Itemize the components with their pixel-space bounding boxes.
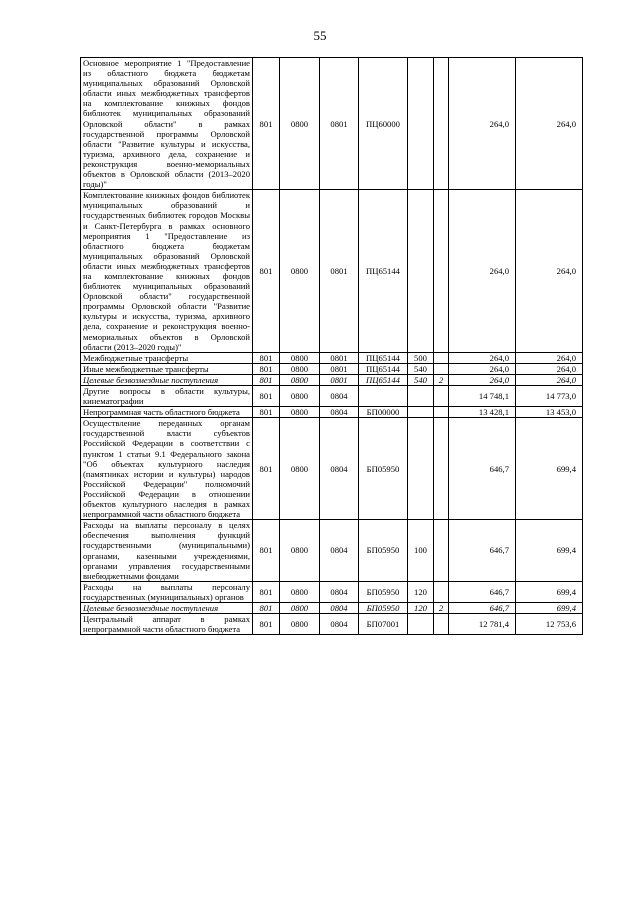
- cell-expense-type: 500: [408, 352, 434, 363]
- cell-expense-type: [408, 386, 434, 407]
- cell-section: 0800: [280, 520, 320, 582]
- cell-ved: 801: [253, 374, 280, 385]
- cell-expense-type: [408, 614, 434, 635]
- cell-section: 0800: [280, 190, 320, 353]
- cell-section: 0800: [280, 363, 320, 374]
- cell-ved: 801: [253, 581, 280, 602]
- cell-amount-1: 646,7: [449, 602, 516, 613]
- cell-amount-2: 699,4: [516, 602, 583, 613]
- table-body: [81, 58, 583, 635]
- cell-subsection: 0801: [320, 374, 359, 385]
- cell-source: [434, 58, 449, 190]
- cell-ved: 801: [253, 520, 280, 582]
- cell-target-article: ПЦ65144: [359, 190, 408, 353]
- cell-subsection: 0801: [320, 352, 359, 363]
- cell-section: 0800: [280, 374, 320, 385]
- cell-name: Центральный аппарат в рамках непрограммной части областного бюджета: [81, 614, 253, 635]
- cell-source: [434, 407, 449, 418]
- cell-subsection: 0804: [320, 418, 359, 520]
- cell-target-article: ПЦ65144: [359, 352, 408, 363]
- cell-ved: 801: [253, 190, 280, 353]
- cell-target-article: [359, 386, 408, 407]
- cell-amount-1: 14 748,1: [449, 386, 516, 407]
- cell-source: [434, 190, 449, 353]
- cell-amount-1: 264,0: [449, 374, 516, 385]
- cell-source: [434, 581, 449, 602]
- cell-source: [434, 352, 449, 363]
- cell-target-article: ПЦ60000: [359, 58, 408, 190]
- cell-name: Межбюджетные трансферты: [81, 352, 253, 363]
- cell-name: Иные межбюджетные трансферты: [81, 363, 253, 374]
- cell-ved: 801: [253, 418, 280, 520]
- cell-source: [434, 614, 449, 635]
- cell-subsection: 0801: [320, 363, 359, 374]
- cell-name: Целевые безвозмездные поступления: [81, 602, 253, 613]
- cell-amount-2: 14 773,0: [516, 386, 583, 407]
- cell-section: 0800: [280, 386, 320, 407]
- cell-target-article: БП00000: [359, 407, 408, 418]
- cell-section: 0800: [280, 418, 320, 520]
- table-row: [81, 363, 583, 374]
- cell-source: [434, 386, 449, 407]
- cell-name: Осуществление переданных органам государственной власти субъектов Российской Федерации в соответствии с пунктом 1 статьи 9.1 Федерального закона "Об объектах культурного наследия (памятниках истории и культуры) народов Российской Федерации" полномочий Российской Федерации в отношении объектов культурного наследия в рамках непрограммной части областного бюджета: [81, 418, 253, 520]
- cell-expense-type: [408, 407, 434, 418]
- table-row: [81, 581, 583, 602]
- cell-expense-type: 100: [408, 520, 434, 582]
- table-row: [81, 602, 583, 613]
- cell-amount-1: 264,0: [449, 363, 516, 374]
- cell-expense-type: 120: [408, 581, 434, 602]
- cell-subsection: 0804: [320, 614, 359, 635]
- cell-name: Комплектование книжных фондов библиотек муниципальных образований и государственных библиотек городов Москвы и Санкт-Петербурга в рамках основного мероприятия 1 "Предоставление из областного бюджета бюджетам муниципальных образований Орловской области иных межбюджетных трансфертов на комплектование книжных фондов библиотек муниципальных образований Орловской области" государственной программы Орловской области "Развитие культуры и искусства, туризма, архивного дела, сохранение и реконструкция военно-мемориальных объектов в Орловской области (2013–2020 годы)": [81, 190, 253, 353]
- cell-ved: 801: [253, 352, 280, 363]
- table-row: [81, 374, 583, 385]
- table-row: [81, 58, 583, 190]
- cell-expense-type: [408, 418, 434, 520]
- cell-target-article: ПЦ65144: [359, 363, 408, 374]
- table-row: [81, 418, 583, 520]
- cell-subsection: 0804: [320, 602, 359, 613]
- cell-target-article: БП05950: [359, 418, 408, 520]
- cell-name: Основное мероприятие 1 "Предоставление из областного бюджета бюджетам муниципальных образований Орловской области иных межбюджетных трансфертов на комплектование книжных фондов библиотек муниципальных образований Орловской области" в рамках государственной программы Орловской области "Развитие культуры и искусства, туризма, архивного дела, сохранение и реконструкция военно-мемориальных объектов в Орловской области (2013–2020 годы)": [81, 58, 253, 190]
- table-row: [81, 520, 583, 582]
- cell-ved: 801: [253, 614, 280, 635]
- cell-subsection: 0804: [320, 386, 359, 407]
- cell-source: 2: [434, 374, 449, 385]
- cell-subsection: 0804: [320, 520, 359, 582]
- cell-amount-1: 264,0: [449, 352, 516, 363]
- table-row: [81, 352, 583, 363]
- cell-section: 0800: [280, 407, 320, 418]
- cell-name: Целевые безвозмездные поступления: [81, 374, 253, 385]
- cell-subsection: 0801: [320, 190, 359, 353]
- cell-amount-1: 13 428,1: [449, 407, 516, 418]
- cell-amount-1: 646,7: [449, 418, 516, 520]
- cell-section: 0800: [280, 614, 320, 635]
- cell-amount-1: 12 781,4: [449, 614, 516, 635]
- cell-expense-type: 540: [408, 363, 434, 374]
- table-row: [81, 386, 583, 407]
- cell-ved: 801: [253, 58, 280, 190]
- cell-amount-1: 264,0: [449, 58, 516, 190]
- cell-amount-2: 264,0: [516, 190, 583, 353]
- cell-name: Расходы на выплаты персоналу в целях обеспечения выполнения функций государственными (муниципальными) органами, казенными учреждениями, органами управления государственными внебюджетными фондами: [81, 520, 253, 582]
- cell-amount-1: 264,0: [449, 190, 516, 353]
- cell-source: [434, 520, 449, 582]
- cell-amount-1: 646,7: [449, 520, 516, 582]
- cell-name: Непрограммная часть областного бюджета: [81, 407, 253, 418]
- cell-target-article: БП05950: [359, 602, 408, 613]
- cell-amount-2: 264,0: [516, 58, 583, 190]
- cell-subsection: 0804: [320, 581, 359, 602]
- cell-expense-type: [408, 58, 434, 190]
- cell-amount-1: 646,7: [449, 581, 516, 602]
- cell-subsection: 0801: [320, 58, 359, 190]
- cell-section: 0800: [280, 352, 320, 363]
- cell-ved: 801: [253, 363, 280, 374]
- cell-amount-2: 264,0: [516, 363, 583, 374]
- cell-amount-2: 699,4: [516, 581, 583, 602]
- cell-ved: 801: [253, 407, 280, 418]
- cell-amount-2: 264,0: [516, 352, 583, 363]
- cell-expense-type: 540: [408, 374, 434, 385]
- budget-table: [80, 57, 583, 635]
- page-number: 55: [313, 28, 327, 43]
- cell-source: [434, 363, 449, 374]
- cell-amount-2: 699,4: [516, 520, 583, 582]
- table-row: [81, 614, 583, 635]
- cell-section: 0800: [280, 581, 320, 602]
- cell-expense-type: [408, 190, 434, 353]
- cell-name: Другие вопросы в области культуры, кинематографии: [81, 386, 253, 407]
- cell-target-article: БП05950: [359, 520, 408, 582]
- cell-target-article: ПЦ65144: [359, 374, 408, 385]
- cell-amount-2: 264,0: [516, 374, 583, 385]
- cell-expense-type: 120: [408, 602, 434, 613]
- cell-amount-2: 12 753,6: [516, 614, 583, 635]
- cell-amount-2: 13 453,0: [516, 407, 583, 418]
- cell-section: 0800: [280, 602, 320, 613]
- cell-target-article: БП05950: [359, 581, 408, 602]
- table-row: [81, 190, 583, 353]
- cell-name: Расходы на выплаты персоналу государственных (муниципальных) органов: [81, 581, 253, 602]
- cell-source: [434, 418, 449, 520]
- cell-amount-2: 699,4: [516, 418, 583, 520]
- cell-ved: 801: [253, 602, 280, 613]
- cell-section: 0800: [280, 58, 320, 190]
- cell-subsection: 0804: [320, 407, 359, 418]
- cell-ved: 801: [253, 386, 280, 407]
- table-row: [81, 407, 583, 418]
- cell-target-article: БП07001: [359, 614, 408, 635]
- cell-source: 2: [434, 602, 449, 613]
